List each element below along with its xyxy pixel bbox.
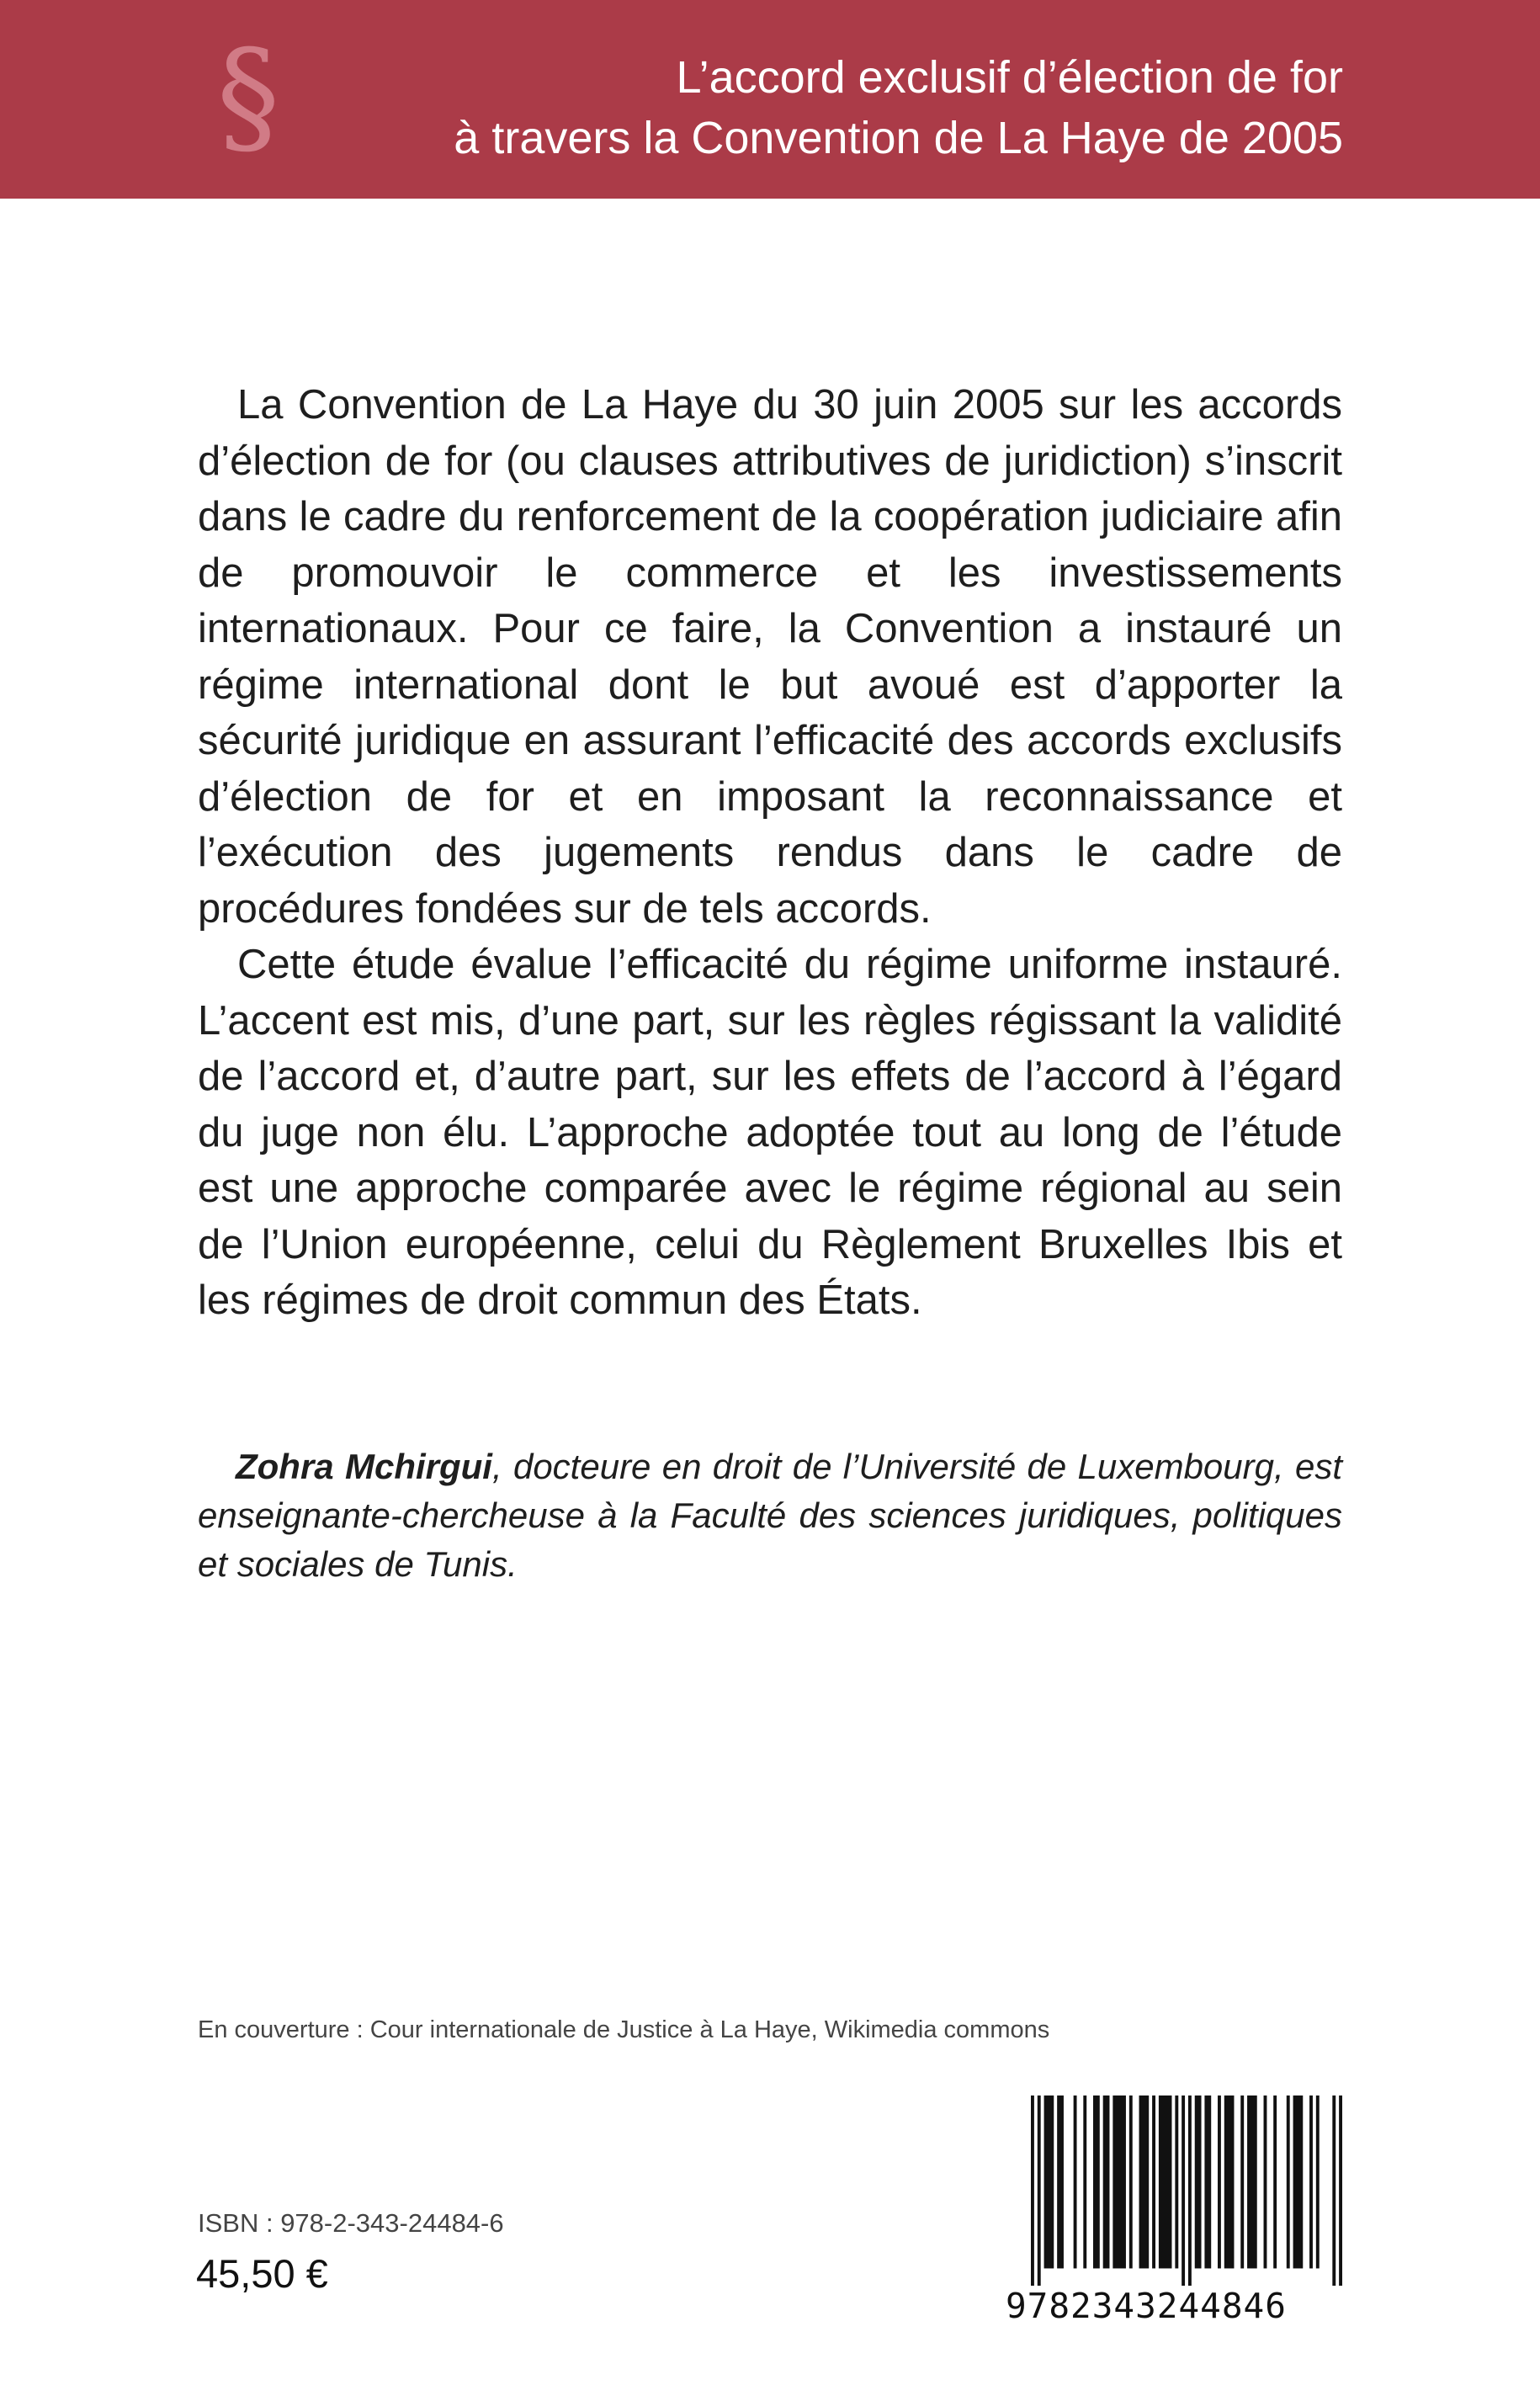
barcode-bar xyxy=(1316,2096,1320,2268)
barcode-bar xyxy=(1074,2096,1077,2268)
book-title-line-1: L’accord exclusif d’élection de for xyxy=(676,52,1343,103)
summary-paragraph-2: Cette étude évalue l’efficacité du régime uniforme instauré. L’accent est mis, d’une part, sur les règles régissant la validité de l’accord et, d’autre part, sur les effets de l’accord à l’égard du juge non élu. L’approche adoptée tout au long de l’étude est une approche comparée avec le régime régional au sein de l’Union européenne, celui du Règlement Bruxelles Ibis et les régimes de droit commun des États. xyxy=(198,942,1342,1323)
cover-credit: En couverture : Cour internationale de Justice à La Haye, Wikimedia commons xyxy=(198,2016,1050,2043)
book-title xyxy=(333,47,1343,168)
summary-text xyxy=(198,377,1342,1329)
section-sign-icon: § xyxy=(216,24,280,170)
barcode-bar xyxy=(1175,2096,1178,2268)
barcode-guard-bar xyxy=(1038,2096,1041,2286)
barcode-guard-bar xyxy=(1339,2096,1342,2286)
barcode-guard-bar xyxy=(1332,2096,1336,2286)
barcode-bar xyxy=(1195,2096,1202,2268)
barcode-bar xyxy=(1113,2096,1126,2268)
book-title-line-2: à travers la Convention de La Haye de 2005 xyxy=(454,113,1343,163)
barcode-bar xyxy=(1218,2096,1221,2268)
barcode-bar xyxy=(1129,2096,1133,2268)
barcode-bar xyxy=(1224,2096,1235,2268)
summary-paragraph-1: La Convention de La Haye du 30 juin 2005 sur les accords d’élection de for (ou clauses attributives de juridiction) s’inscrit dans le cadre du renforcement de la coopération judiciaire afin de promouvoir le commerce et les investissements internationaux. Pour ce faire, la Convention a instauré un régime international dont le but avoué est d’apporter la sécurité juridique en assurant l’efficacité des accords exclusifs d’élection de for et en imposant la reconnaissance et l’exécution des jugements rendus dans le cadre de procédures fondées sur de tels accords. xyxy=(198,382,1342,932)
author-bio xyxy=(198,1442,1342,1589)
barcode-bar xyxy=(1240,2096,1244,2268)
barcode-bar xyxy=(1139,2096,1150,2268)
barcode-bar xyxy=(1204,2096,1211,2268)
barcode-bar xyxy=(1264,2096,1267,2268)
barcode-guard-bar xyxy=(1031,2096,1034,2286)
barcode-guard-bar xyxy=(1182,2096,1185,2286)
barcode-bar xyxy=(1159,2096,1172,2268)
barcode-bar xyxy=(1273,2096,1277,2268)
barcode-bars xyxy=(1031,2096,1342,2286)
barcode-bar xyxy=(1057,2096,1064,2268)
barcode-bar xyxy=(1093,2096,1100,2268)
barcode-bar xyxy=(1152,2096,1155,2268)
barcode-bar xyxy=(1044,2096,1054,2268)
author-bio-text: , docteure en droit de l’Université de Luxembourg, est enseignante-chercheuse à la Faculté des sciences juridiques, politiques et sociales de Tunis. xyxy=(198,1447,1342,1584)
barcode-guard-bar xyxy=(1188,2096,1192,2286)
barcode xyxy=(1006,2096,1342,2333)
author-bio-paragraph xyxy=(198,1442,1342,1589)
barcode-digits: 9782343244846 xyxy=(1006,2286,1287,2326)
barcode-bar xyxy=(1083,2096,1086,2268)
barcode-bar xyxy=(1103,2096,1110,2268)
isbn: ISBN : 978-2-343-24484-6 xyxy=(198,2208,504,2238)
barcode-bar xyxy=(1247,2096,1257,2268)
barcode-bar xyxy=(1309,2096,1313,2268)
barcode-bar xyxy=(1287,2096,1290,2268)
header-band xyxy=(0,0,1540,199)
author-name: Zohra Mchirgui xyxy=(236,1447,492,1486)
price: 45,50 € xyxy=(196,2251,328,2296)
barcode-bar xyxy=(1293,2096,1304,2268)
